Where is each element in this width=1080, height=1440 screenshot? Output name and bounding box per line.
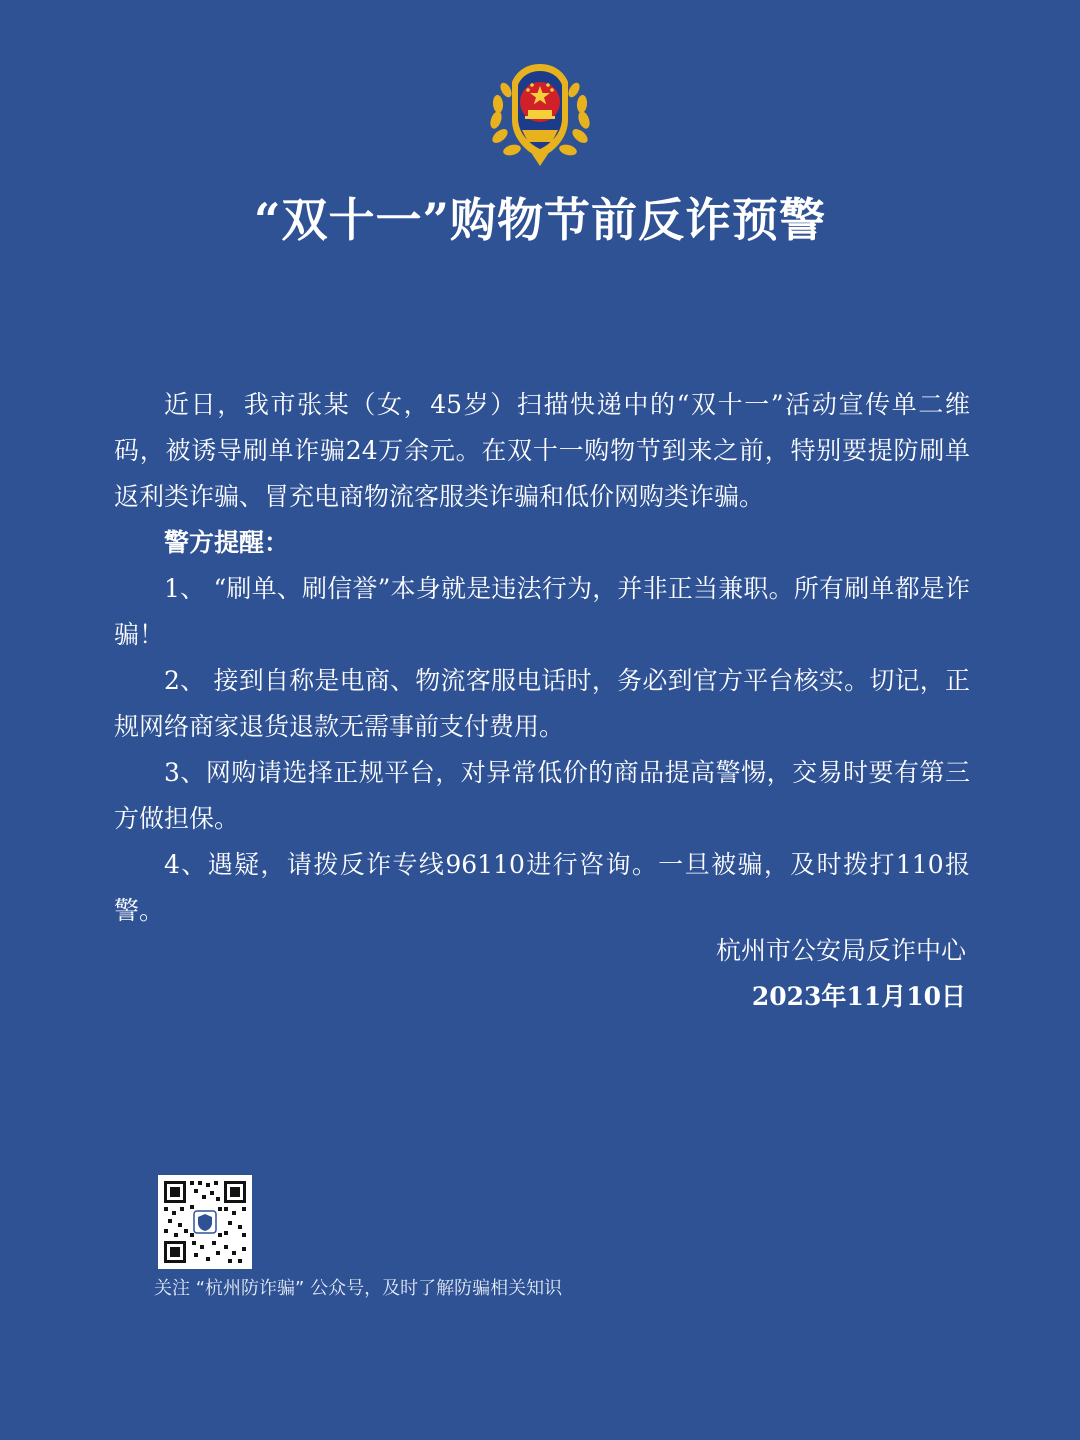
reminder-item-3: 3、网购请选择正规平台，对异常低价的商品提高警惕，交易时要有第三方做担保。 xyxy=(114,758,970,833)
reminder-item-2: 2、 接到自称是电商、物流客服电话时，务必到官方平台核实。切记，正规网络商家退货退款无需事前支付费用。 xyxy=(114,666,970,741)
issue-date: 2023年11月10日 xyxy=(751,982,966,1011)
signature-block xyxy=(716,928,966,1020)
issuing-organization: 杭州市公安局反诈中心 xyxy=(715,936,966,965)
reminder-heading: 警方提醒： xyxy=(164,528,290,557)
page-title: “双十一”购物节前反诈预警 xyxy=(254,193,826,247)
police-emblem-icon xyxy=(482,58,598,170)
qr-caption: 关注 “杭州防诈骗” 公众号，及时了解防骗相关知识 xyxy=(154,1278,563,1299)
reminder-item-1: 1、 “刷单、刷信誉”本身就是违法行为，并非正当兼职。所有刷单都是诈骗！ xyxy=(114,574,970,649)
reminder-item-4: 4、遇疑，请拨反诈专线96110进行咨询。一旦被骗，及时拨打110报警。 xyxy=(114,850,970,925)
article-body xyxy=(114,382,970,934)
qr-code-icon[interactable] xyxy=(158,1175,252,1269)
intro-paragraph: 近日，我市张某（女，45岁）扫描快递中的“双十一”活动宣传单二维码，被诱导刷单诈骗24万余元。在双十一购物节到来之前，特别要提防刷单返利类诈骗、冒充电商物流客服类诈骗和低价网购类诈骗。 xyxy=(114,390,970,511)
